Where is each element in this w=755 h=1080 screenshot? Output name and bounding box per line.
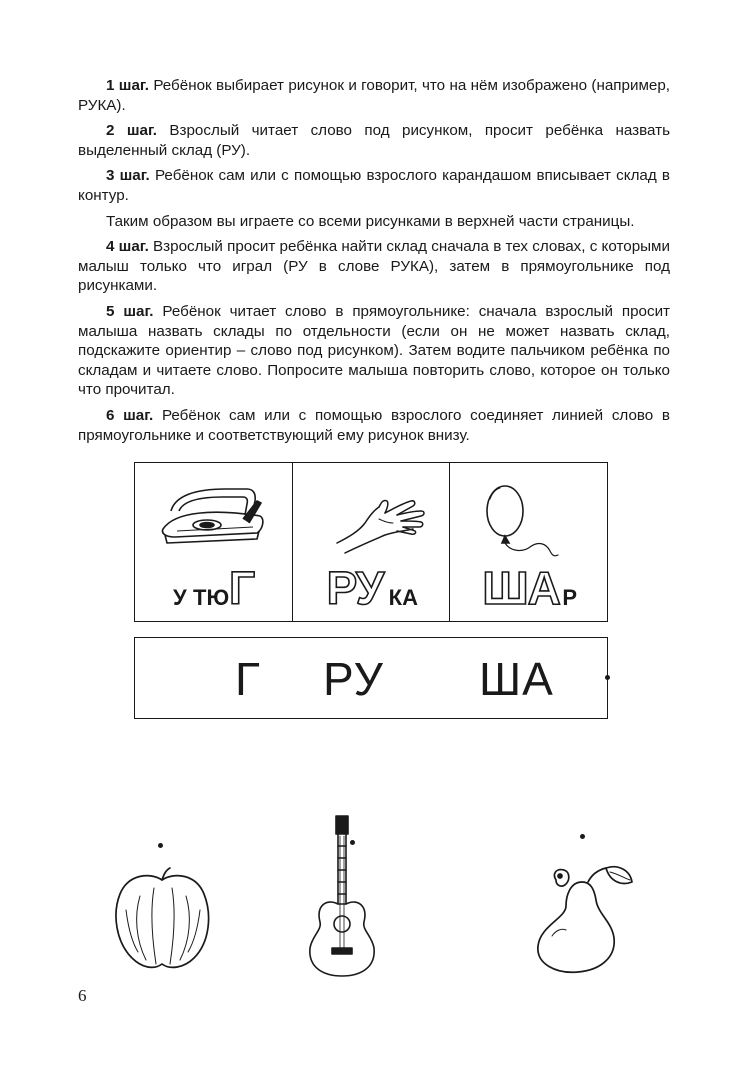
instructions: [78, 76, 670, 451]
card-hand[interactable]: [292, 463, 450, 621]
connection-dot[interactable]: [605, 675, 610, 680]
card-plain-text: КА: [388, 585, 418, 610]
instruction-step-1: 1 шаг. Ребёнок выбирает рисунок и говорит, что на нём изображено (например, РУКА).: [78, 77, 671, 114]
card-plain-text: ТЮ: [193, 585, 230, 610]
card-word: [293, 562, 450, 617]
instruction-step-4: 4 шаг. Взрослый просит ребёнка найти склад сначала в тех словах, с которыми малыш только что играл (РУ в слове РУКА), затем в прямоугольнике под рисунками.: [78, 238, 670, 295]
hand-icon: [293, 471, 451, 561]
instruction-step-5: 5 шаг. Ребёнок читает слово в прямоугольнике: сначала взрослый просит малыша назвать склады по отдельности (если он не может назвать склад, подскажите ориентир – слово под рисунком). Затем водите пальчиком ребёнка по складам и читаете слово. Попросите малыша повторить слово, которое он только что прочитал.: [78, 302, 671, 399]
card-word: [135, 562, 292, 617]
syllable-outline: ША: [482, 562, 560, 614]
instruction-step-2: 2 шаг. Взрослый читает слово под рисунком, просит ребёнка назвать выделенный склад (РУ).: [78, 122, 670, 159]
syllable-word[interactable]: ША: [479, 653, 554, 705]
pear-icon[interactable]: [526, 860, 642, 978]
syllable-word[interactable]: РУ: [323, 653, 384, 705]
card-balloon[interactable]: [449, 463, 607, 621]
instruction-note: Таким образом вы играете со всеми рисунками в верхней части страницы.: [106, 212, 635, 230]
syllable-outline: РУ: [326, 562, 384, 614]
apple-icon[interactable]: [110, 866, 214, 974]
card-iron[interactable]: [135, 463, 292, 621]
balloon-icon: [450, 471, 608, 561]
connection-dot[interactable]: [580, 834, 585, 839]
page-number: 6: [78, 986, 87, 1005]
syllable-word[interactable]: Г: [235, 653, 261, 705]
card-plain-text: У: [173, 585, 187, 610]
connection-dot[interactable]: [158, 843, 163, 848]
card-plain-text: Р: [562, 585, 578, 610]
guitar-icon[interactable]: [300, 812, 384, 982]
card-word: [450, 562, 607, 617]
picture-cards: [134, 462, 608, 622]
iron-icon: [135, 471, 293, 561]
syllable-outline: Г: [229, 562, 255, 614]
syllable-rectangle: [134, 637, 608, 719]
instruction-step-6: 6 шаг. Ребёнок сам или с помощью взрослого соединяет линией слово в прямоугольнике и соответствующий ему рисунок внизу.: [78, 406, 671, 444]
instruction-step-3: 3 шаг. Ребёнок сам или с помощью взрослого карандашом вписывает склад в контур.: [78, 167, 670, 204]
